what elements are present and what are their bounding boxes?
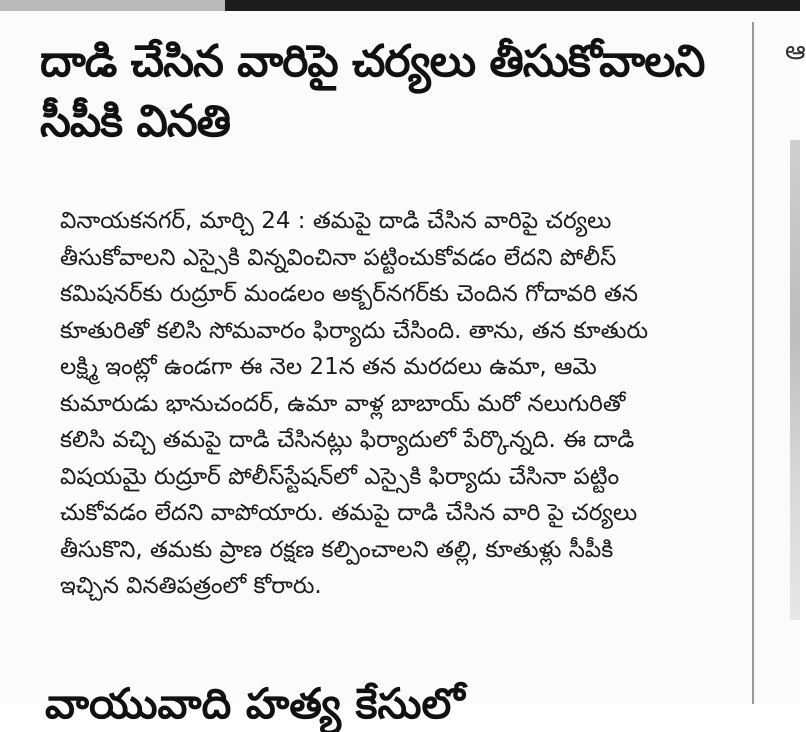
adjacent-column-glyph: ఆ — [785, 36, 806, 66]
body-line: కుమారుడు భానుచందర్, ఉమా వాళ్ల బాబాయ్ మరో నలుగురితో — [60, 390, 626, 417]
top-rule-bar-light-segment — [0, 0, 225, 11]
body-line: వినాయకనగర్, మార్చి 24 : తమపై దాడి చేసిన వారిపై చర్యలు — [60, 208, 612, 234]
next-article-headline-cropped: వాయువాది హత్య కేసులో — [45, 679, 465, 728]
body-line: ఇచ్చిన వినతిపత్రంలో కోరారు. — [60, 573, 322, 599]
body-line: కూతురితో కలిసి సోమవారం ఫిర్యాదు చేసింది. తాను, తన కూతురు — [60, 317, 649, 344]
body-line: తీసుకొని, తమకు ప్రాణ రక్షణ కల్పించాలని తల్లి, కూతుళ్లు సీపీకి — [60, 536, 614, 563]
column-divider — [752, 22, 754, 704]
body-line: లక్ష్మి ఇంట్లో ఉండగా ఈ నెల 21న తన మరదలు ఉమా, ఆమె — [60, 354, 597, 380]
article-body — [60, 203, 732, 605]
body-line: కమిషనర్‌కు రుద్రూర్ మండలం అక్బర్‌నగర్‌కు చెందిన గోదావరి తన — [60, 281, 638, 307]
body-line: విషయమై రుద్రూర్ పోలీస్‌స్టేషన్‌లో ఎస్సైకి ఫిర్యాదు చేసినా పట్టిం — [60, 463, 620, 490]
body-line: కలిసి వచ్చి తమపై దాడి చేసినట్లు ఫిర్యాదులో పేర్కొన్నది. ఈ దాడి — [60, 427, 635, 453]
body-line: తీసుకోవాలని ఎస్సైకి విన్నవించినా పట్టించుకోవడం లేదని పోలీస్ — [60, 244, 617, 271]
top-rule-bar — [0, 0, 800, 11]
article-headline: దాడి చేసిన వారిపై చర్యలు తీసుకోవాలని సీపీకి వినతి — [40, 36, 705, 147]
adjacent-column-photo — [790, 140, 800, 620]
body-line: చుకోవడం లేదని వాపోయారు. తమపై దాడి చేసిన వారి పై చర్యలు — [60, 500, 638, 526]
